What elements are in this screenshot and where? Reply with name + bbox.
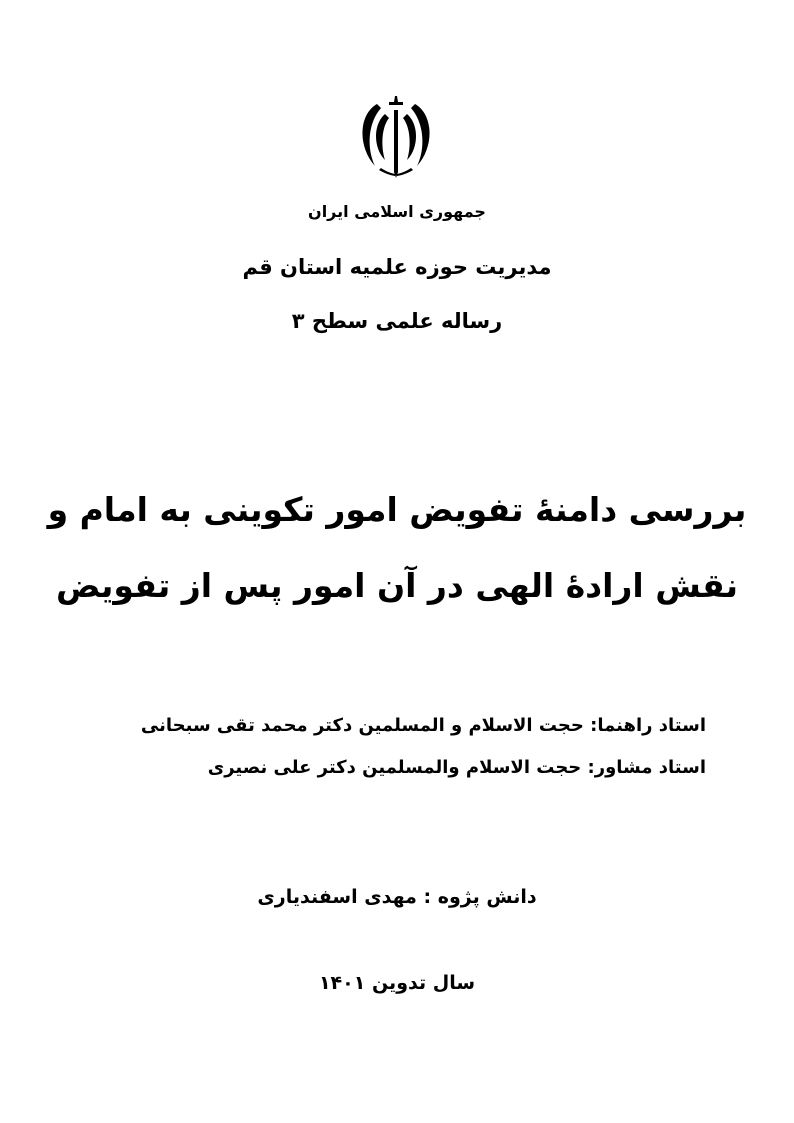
researcher-line: دانش پژوه : مهدی اسفندیاری (257, 886, 537, 908)
thesis-level: رساله علمی سطح ۳ (291, 309, 503, 333)
country-name: جمهوری اسلامی ایران (308, 202, 486, 221)
iran-emblem-icon (355, 96, 437, 180)
thesis-title-line-1: بررسی دامنۀ تفویض امور تکوینی به امام و (47, 490, 747, 529)
seminary-name: مدیریت حوزه علمیه استان قم (242, 255, 552, 279)
thesis-title-line-2: نقش ارادۀ الهی در آن امور پس از تفویض (55, 566, 739, 605)
supervisor-line: استاد راهنما: حجت الاسلام و المسلمین دکتر محمد تقی سبحانی (140, 715, 706, 736)
compilation-year: سال تدوین ۱۴۰۱ (318, 972, 476, 994)
advisor-line: استاد مشاور: حجت الاسلام والمسلمین دکتر علی نصیری (207, 757, 706, 778)
